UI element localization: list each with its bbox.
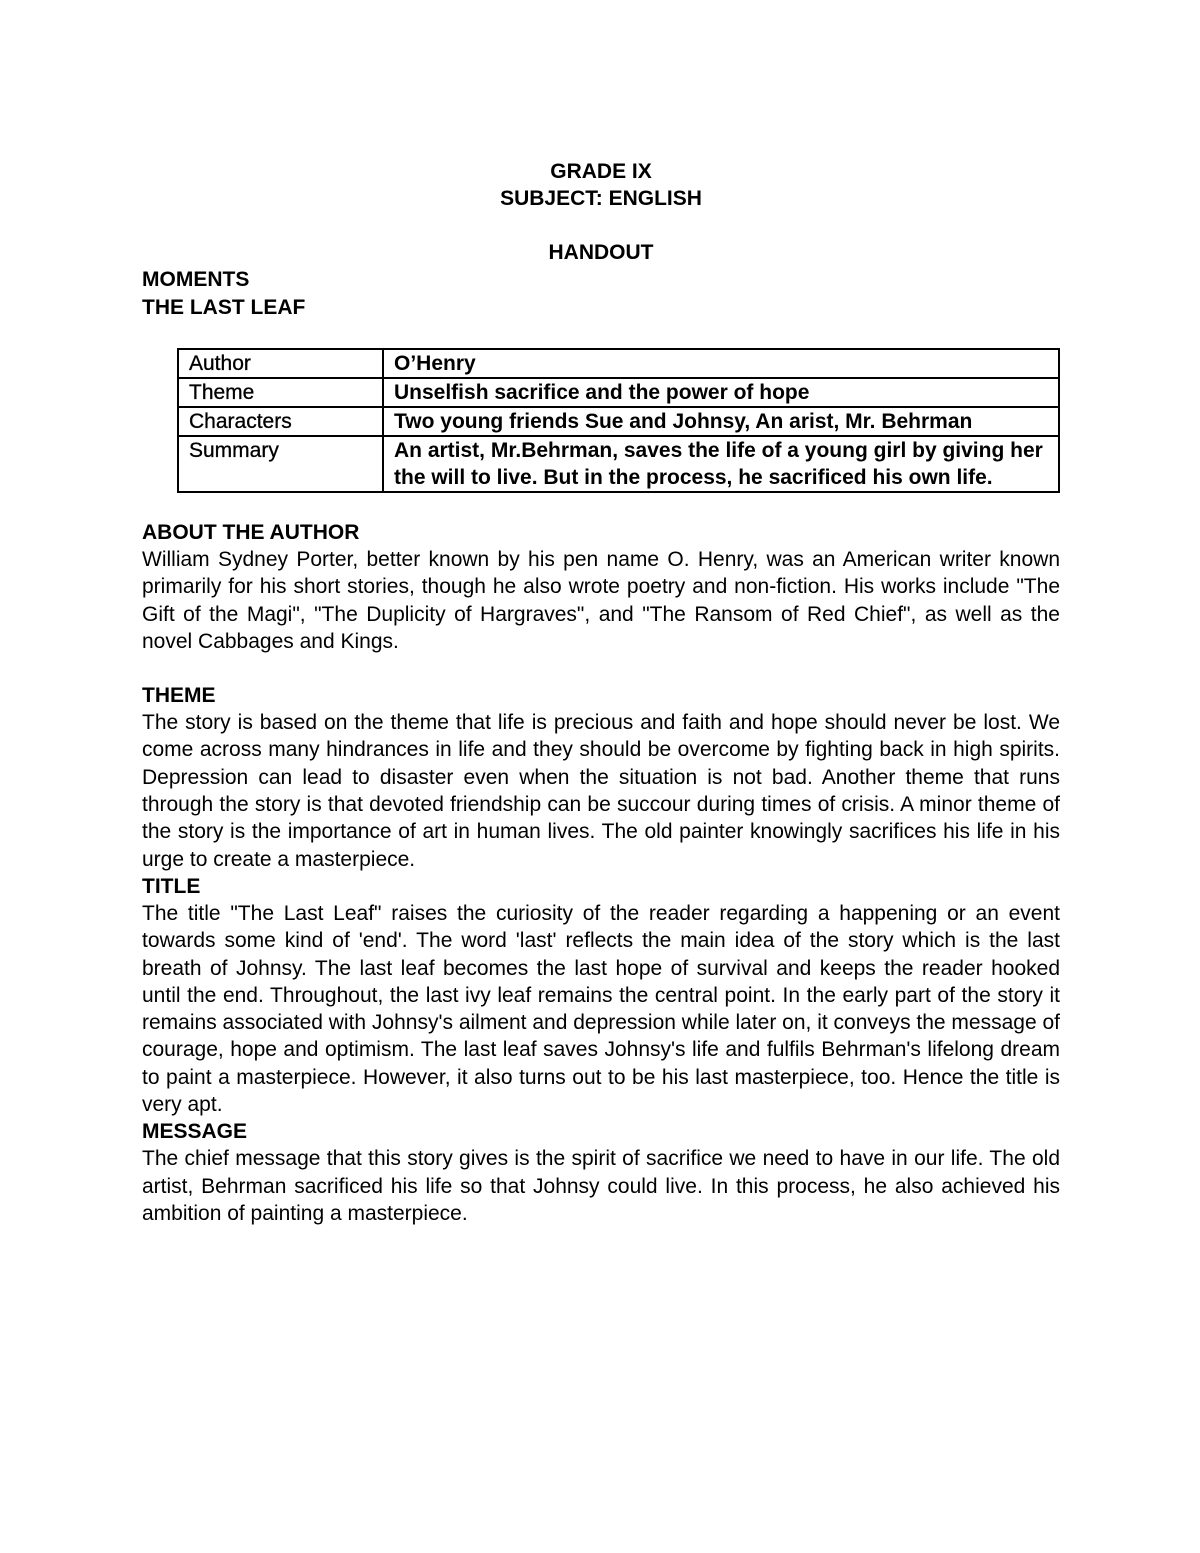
table-row-theme xyxy=(178,378,1059,407)
handout-heading: HANDOUT xyxy=(548,241,654,264)
message-section xyxy=(142,1118,1060,1227)
row-value: An artist, Mr.Behrman, saves the life of a young girl by giving her the will to live. But in the process, he sacrificed his own life. xyxy=(383,436,1059,492)
row-key: Summary xyxy=(178,436,383,492)
title-heading: TITLE xyxy=(142,874,201,898)
row-key: Author xyxy=(178,349,383,378)
table-row-summary xyxy=(178,436,1059,492)
grade-heading: GRADE IX xyxy=(550,160,652,183)
theme-heading: THEME xyxy=(142,684,216,708)
about-author-heading: ABOUT THE AUTHOR xyxy=(142,521,360,544)
row-value: O’Henry xyxy=(383,349,1059,378)
story-title: THE LAST LEAF xyxy=(142,296,306,319)
book-name: MOMENTS xyxy=(142,268,250,291)
about-author-text: William Sydney Porter, better known by his pen name O. Henry, was an American writer known primarily for his short stories, though he also wrote poetry and non-fiction. His works include "The Gift of the Magi", "The Duplicity of Hargraves", and "The Ransom of Red Chief", as well as the novel Cabbages and Kings. xyxy=(142,548,1060,653)
handout-page xyxy=(142,158,1060,1227)
subject-heading: SUBJECT: ENGLISH xyxy=(500,187,702,210)
theme-section xyxy=(142,682,1060,873)
title-section xyxy=(142,873,1060,1118)
about-author-section xyxy=(142,519,1060,655)
theme-text: The story is based on the theme that life is precious and faith and hope should never be lost. We come across many hindrances in life and they should be overcome by fighting back in high spirits. Depression can lead to disaster even when the situation is not bad. Another theme that runs through the story is that devoted friendship can be succour during times of crisis. A minor theme of the story is the importance of art in human lives. The old painter knowingly sacrifices his life in his urge to create a masterpiece. xyxy=(142,711,1060,871)
message-text: The chief message that this story gives is the spirit of sacrifice we need to have in our life. The old artist, Behrman sacrificed his life so that Johnsy could live. In this process, he also achieved his ambition of painting a masterpiece. xyxy=(142,1147,1060,1225)
row-value: Unselfish sacrifice and the power of hope xyxy=(383,378,1059,407)
row-key: Theme xyxy=(178,378,383,407)
message-heading: MESSAGE xyxy=(142,1120,248,1144)
title-text: The title "The Last Leaf" raises the curiosity of the reader regarding a happening or an event towards some kind of 'end'. The word 'last' reflects the main idea of the story which is the last breath of Johnsy. The last leaf becomes the last hope of survival and keeps the reader hooked until the end. Throughout, the last ivy leaf remains the central point. In the early part of the story it remains associated with Johnsy's ailment and depression while later on, it conveys the message of courage, hope and optimism. The last leaf saves Johnsy's life and fulfils Behrman's lifelong dream to paint a masterpiece. However, it also turns out to be his last masterpiece, too. Hence the title is very apt. xyxy=(142,901,1060,1117)
table-row-characters xyxy=(178,407,1059,436)
table-row-author xyxy=(178,349,1059,378)
row-value: Two young friends Sue and Johnsy, An arist, Mr. Behrman xyxy=(383,407,1059,436)
row-key: Characters xyxy=(178,407,383,436)
story-info-table xyxy=(177,348,1060,493)
